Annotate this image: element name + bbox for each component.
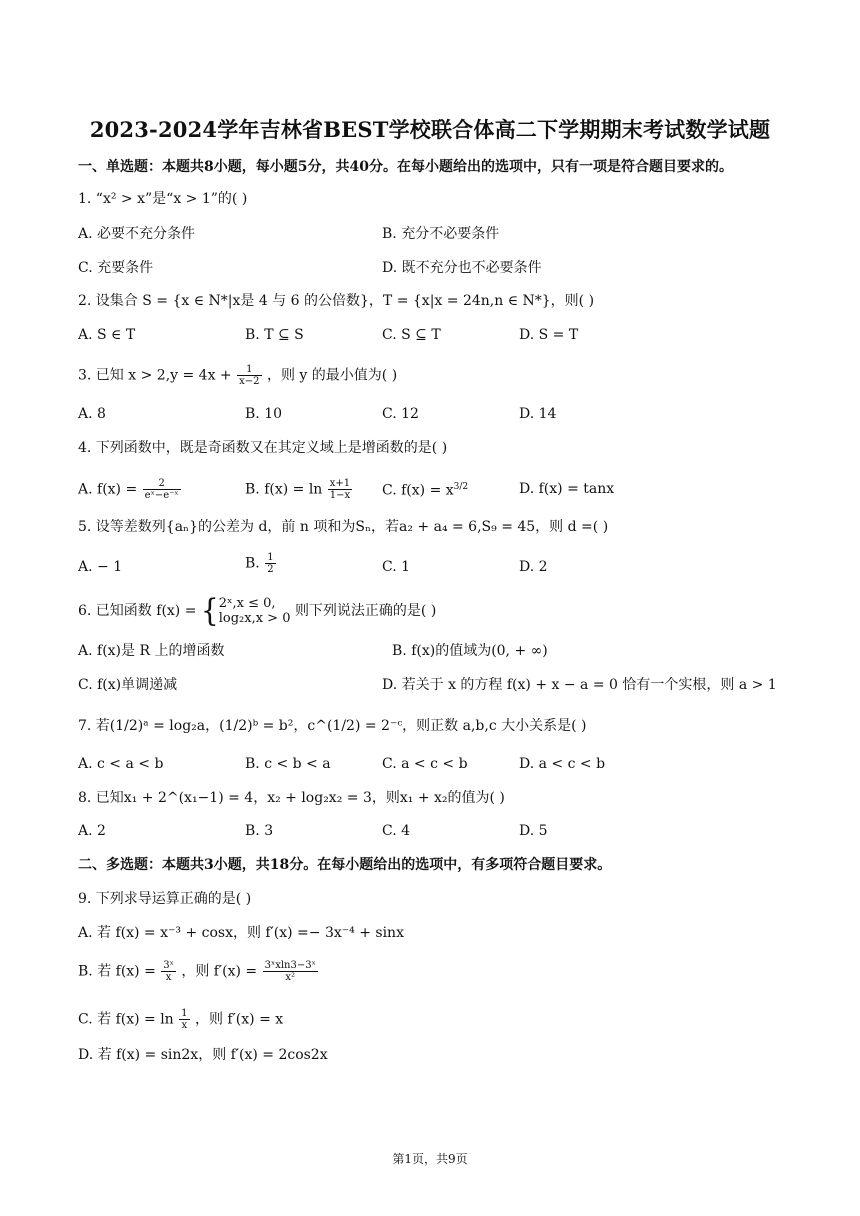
q4-option-c: C. $f(x) = x^{3/2}$ xyxy=(382,482,469,499)
q3-option-d: D. 14 xyxy=(519,406,557,422)
q4-option-b: B. f(x) = ln $\frac{x+1}{1-x}$ xyxy=(245,478,351,501)
q2-option-b: B. T ⊆ S xyxy=(245,327,304,343)
q5-option-a: A. − 1 xyxy=(78,559,123,575)
q1-option-d: D. 既不充分也不必要条件 xyxy=(382,260,542,276)
section-multiple-choice: 二、多选题：本题共3小题，共18分。在每小题给出的选项中，有多项符合题目要求。 xyxy=(78,857,612,873)
question-5-stem: 5. 设等差数列{aₙ}的公差为 d，前 n 项和为Sₙ，若a₂ + a₄ = 6,S₉ = 45，则 d =( ) xyxy=(78,519,609,535)
q1-option-c: C. 充要条件 xyxy=(78,260,154,276)
q6-option-c: C. f(x)单调递减 xyxy=(78,677,178,693)
q3-option-c: C. 12 xyxy=(382,406,419,422)
question-4-stem: 4. 下列函数中，既是奇函数又在其定义域上是增函数的是( ) xyxy=(78,440,448,456)
q7-option-d: D. a < c < b xyxy=(519,756,606,772)
question-6-stem: 6. 已知函数 f(x) = { 2ˣ,x ≤ 0, log₂x,x > 0 则下列说法正确的是( ) xyxy=(78,592,437,629)
q5-option-d: D. 2 xyxy=(519,559,548,575)
question-2-stem: 2. 设集合 S = {x ∈ N*|x是 4 与 6 的公倍数}，T = {x|x = 24n,n ∈ N*}，则( ) xyxy=(78,293,595,309)
q6-option-d: D. 若关于 x 的方程 f(x) + x − a = 0 恰有一个实根，则 a > 1 xyxy=(382,677,777,693)
q3-option-a: A. 8 xyxy=(78,406,106,422)
q2-option-d: D. S = T xyxy=(519,327,579,343)
q1-option-a: A. 必要不充分条件 xyxy=(78,226,196,242)
q7-option-b: B. c < b < a xyxy=(245,756,331,772)
q9-option-b: B. 若 f(x) = $\frac{\text{3ˣ}}{x}$ ，则 f′(x) = $\frac{\text{3ˣxln3−3ˣ}}{\text{x²}}$ xyxy=(78,960,316,983)
section-single-choice: 一、单选题：本题共8小题，每小题5分，共40分。在每小题给出的选项中，只有一项是符合题目要求的。 xyxy=(78,159,733,175)
q7-option-c: C. a < c < b xyxy=(382,756,468,772)
q9-option-d: D. 若 f(x) = sin2x，则 f′(x) = 2cos2x xyxy=(78,1047,328,1063)
q8-option-d: D. 5 xyxy=(519,823,548,839)
page-title: 2023-2024学年吉林省BEST学校联合体高二下学期期末考试数学试题 xyxy=(89,117,771,142)
q4-option-d: D. f(x) = tanx xyxy=(519,481,615,497)
q5-option-b: B. $\frac{1}{2}$ xyxy=(245,552,274,575)
q3-option-b: B. 10 xyxy=(245,406,283,422)
q9-option-a: A. 若 f(x) = x⁻³ + cosx，则 f′(x) =− 3x⁻⁴ + sinx xyxy=(78,925,404,941)
q8-option-a: A. 2 xyxy=(78,823,106,839)
question-1-stem: 1. “x² > x”是“x > 1”的( ) xyxy=(78,191,248,207)
q7-option-a: A. c < a < b xyxy=(78,756,164,772)
piecewise-cases: 2ˣ,x ≤ 0, log₂x,x > 0 xyxy=(218,596,291,626)
q8-option-c: C. 4 xyxy=(382,823,411,839)
page-footer: 第1页，共9页 xyxy=(392,1152,468,1166)
q4-option-a: A. f(x) = $\frac{2}{\text{eˣ−e⁻ˣ}}$ xyxy=(78,478,179,501)
q6-option-b: B. f(x)的值域为(0, + ∞) xyxy=(392,643,548,659)
q6-option-a: A. f(x)是 R 上的增函数 xyxy=(78,643,225,659)
question-8-stem: 8. 已知x₁ + 2^(x₁−1) = 4，x₂ + log₂x₂ = 3，则x₁ + x₂的值为( ) xyxy=(78,790,505,806)
q1-option-b: B. 充分不必要条件 xyxy=(382,226,500,242)
question-9-stem: 9. 下列求导运算正确的是( ) xyxy=(78,891,252,907)
q9-option-c: C. 若 f(x) = ln $\frac{1}{x}$ ，则 f′(x) = x xyxy=(78,1008,284,1031)
question-7-stem: 7. 若(1/2)ᵃ = log₂a，(1/2)ᵇ = b²，c^(1/2) = 2⁻ᶜ，则正数 a,b,c 大小关系是( ) xyxy=(78,718,587,734)
q5-option-c: C. 1 xyxy=(382,559,411,575)
q8-option-b: B. 3 xyxy=(245,823,274,839)
question-3-stem: 3. 已知 x > 2,y = 4x + $\frac{1}{x-2}$ ，则 y 的最小值为( ) xyxy=(78,364,398,387)
fraction: $\frac{1}{x-2}$ xyxy=(239,364,260,387)
q2-option-c: C. S ⊆ T xyxy=(382,327,441,343)
q2-option-a: A. S ∈ T xyxy=(78,327,136,343)
